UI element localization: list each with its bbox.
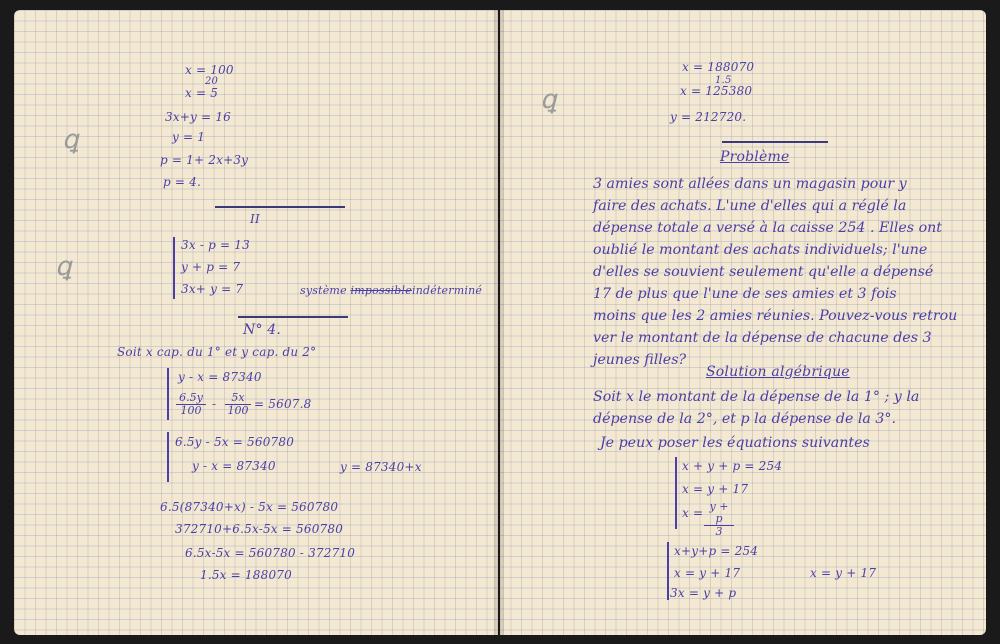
calc-line: x = 100	[185, 63, 234, 77]
pencil-mark: ꝗ	[540, 85, 557, 115]
equation-rhs: = 5607.8	[254, 397, 312, 411]
calc-line: p = 1+ 2x+3y	[160, 153, 249, 167]
equation: x+y+p = 254	[674, 544, 759, 558]
equation: x = y + 17	[674, 566, 741, 580]
problem-line: jeunes filles?	[593, 352, 687, 368]
solution-line: Soit x le montant de la dépense de la 1° ; y la	[593, 389, 920, 405]
section-title: N° 4.	[243, 322, 282, 338]
calc-line: x = 188070	[682, 60, 755, 74]
solution-line: dépense de la 2°, et p la dépense de la 3°.	[593, 411, 897, 427]
equation: y = 87340+x	[340, 460, 422, 474]
calc-line: p = 4.	[163, 175, 202, 189]
calc-line: x = 125380	[680, 84, 753, 98]
separator-line	[215, 206, 345, 208]
section-title: II	[250, 212, 260, 226]
equation: 3x - p = 13	[181, 238, 250, 252]
fraction: $\frac{y + p}{3}$	[704, 501, 734, 538]
problem-line: oublié le montant des achats individuels; l'une	[593, 242, 928, 258]
solve-step: 1.5x = 188070	[200, 568, 292, 582]
intro-text: Soit x cap. du 1° et y cap. du 2°	[117, 345, 317, 359]
problem-line: d'elles se souvient seulement qu'elle a dépensé	[593, 264, 934, 280]
system-brace	[667, 542, 669, 600]
notebook-spine	[494, 10, 504, 635]
equation: x = y + 17	[810, 566, 877, 580]
equation: 3x+ y = 7	[181, 282, 244, 296]
problem-line: dépense totale a versé à la caisse 254 . Elles ont	[593, 220, 942, 236]
fraction: $\frac{5x}{100}$	[225, 392, 251, 417]
system-brace	[167, 368, 169, 420]
solution-line: Je peux poser les équations suivantes	[600, 435, 870, 451]
equation: y - x = 87340	[178, 370, 262, 384]
solve-step: 372710+6.5x-5x = 560780	[175, 522, 344, 536]
solve-step: 6.5(87340+x) - 5x = 560780	[160, 500, 339, 514]
calc-line: y = 212720.	[670, 110, 747, 124]
system-brace	[173, 237, 175, 299]
equation: x + y + p = 254	[682, 459, 783, 473]
calc-line: 3x+y = 16	[165, 110, 231, 124]
pencil-mark: ꝗ	[62, 125, 79, 155]
equation: x =	[682, 506, 704, 520]
separator-line	[238, 316, 348, 318]
equation: x = y + 17	[682, 482, 749, 496]
fraction: $\frac{6.5y}{100}$	[176, 392, 206, 417]
equation: 6.5y - 5x = 560780	[175, 435, 295, 449]
pencil-mark: ꝗ	[55, 252, 72, 282]
problem-line: 3 amies sont allées dans un magasin pour y	[593, 176, 907, 192]
calc-line: 20	[205, 76, 219, 87]
calc-line: x = 5	[185, 86, 219, 100]
equation: y + p = 7	[181, 260, 241, 274]
minus-sign: -	[212, 397, 217, 411]
problem-line: moins que les 2 amies réunies. Pouvez-vous retrou	[593, 308, 958, 324]
problem-line: 17 de plus que l'une de ses amies et 3 fois	[593, 286, 897, 302]
separator-line	[722, 141, 828, 143]
solve-step: 6.5x-5x = 560780 - 372710	[185, 546, 356, 560]
equation: 3x = y + p	[670, 586, 737, 600]
calc-line: y = 1	[172, 130, 206, 144]
system-brace	[675, 457, 677, 529]
solution-title: Solution algébrique	[706, 364, 850, 380]
calc-line: 1.5	[715, 75, 732, 86]
system-note: système impossibleindéterminé	[300, 284, 483, 297]
equation: y - x = 87340	[192, 459, 276, 473]
problem-line: faire des achats. L'une d'elles qui a réglé la	[593, 198, 907, 214]
system-brace	[167, 432, 169, 482]
problem-line: ver le montant de la dépense de chacune des 3	[593, 330, 932, 346]
problem-title: Problème	[720, 149, 790, 165]
